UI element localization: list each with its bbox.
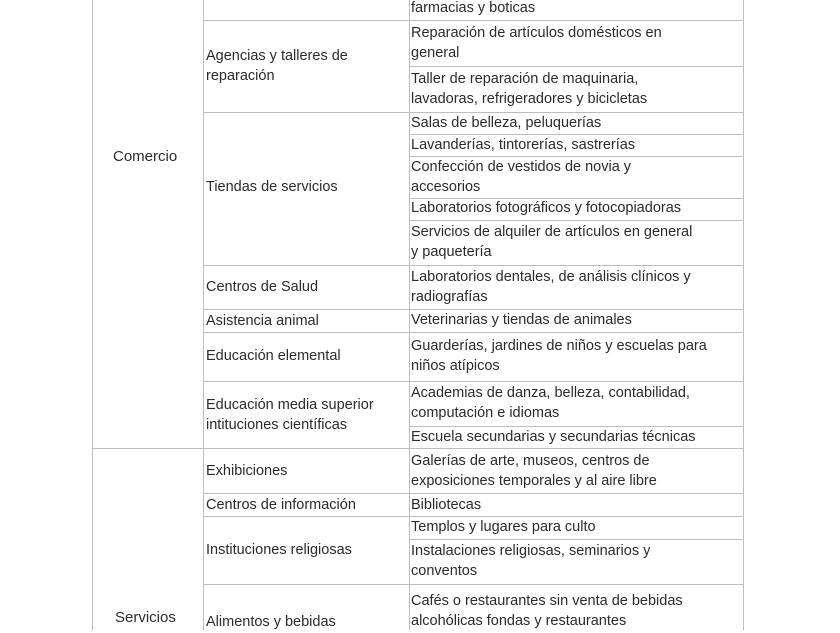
- row-rule: [409, 220, 744, 221]
- category-cell: Servicios: [115, 609, 176, 626]
- group-rule: [203, 448, 410, 449]
- subcategory-cell: Instituciones religiosas: [206, 542, 352, 558]
- row-rule: [409, 448, 744, 449]
- item-cell: Servicios de alquiler de artículos en general y paquetería: [411, 224, 693, 260]
- row-rule: [409, 426, 744, 427]
- group-rule: [203, 584, 410, 585]
- subcategory-cell: Educación elemental: [206, 348, 341, 364]
- subcategory-cell: Tiendas de servicios: [206, 179, 338, 195]
- column-divider-1: [203, 0, 204, 630]
- row-rule: [409, 156, 744, 157]
- row-rule: [409, 20, 744, 21]
- row-rule: [409, 134, 744, 135]
- subcategory-cell: Exhibiciones: [206, 463, 288, 479]
- item-cell: Laboratorios fotográficos y fotocopiadoras: [411, 200, 682, 216]
- row-rule: [409, 265, 744, 266]
- group-rule: [203, 309, 410, 310]
- item-cell: Instalaciones religiosas, seminarios y conventos: [411, 543, 651, 579]
- item-cell: Escuela secundarias y secundarias técnicas: [411, 429, 696, 445]
- item-cell: Lavanderías, tintorerías, sastrerías: [411, 137, 636, 153]
- group-rule: [203, 332, 410, 333]
- item-cell: Veterinarias y tiendas de animales: [411, 312, 632, 328]
- group-rule: [203, 381, 410, 382]
- item-cell: Galerías de arte, museos, centros de exposiciones temporales y al aire libre: [411, 453, 657, 489]
- item-cell: Academias de danza, belleza, contabilidad, computación e idiomas: [411, 385, 690, 421]
- row-rule: [409, 516, 744, 517]
- table-right-border: [743, 0, 744, 630]
- group-rule: [203, 112, 410, 113]
- group-rule: [203, 265, 410, 266]
- row-rule: [409, 112, 744, 113]
- item-cell: Laboratorios dentales, de análisis clínicos y radiografías: [411, 269, 691, 305]
- row-rule: [409, 539, 744, 540]
- subcategory-cell: Agencias y talleres de reparación: [206, 48, 348, 84]
- subcategory-cell: Asistencia animal: [206, 313, 319, 329]
- subcategory-cell: Alimentos y bebidas: [206, 614, 336, 630]
- group-rule: [203, 516, 410, 517]
- item-cell: Bibliotecas: [411, 497, 482, 513]
- row-rule: [409, 309, 744, 310]
- table-left-border: [92, 0, 93, 630]
- row-rule: [409, 332, 744, 333]
- subcategory-cell: Educación media superior intituciones científicas: [206, 397, 374, 433]
- row-rule: [409, 493, 744, 494]
- item-cell: Templos y lugares para culto: [411, 519, 596, 535]
- section-rule: [92, 448, 204, 449]
- subcategory-cell: Centros de Salud: [206, 279, 319, 295]
- item-cell: Reparación de artículos domésticos en general: [411, 25, 662, 61]
- row-rule: [409, 584, 744, 585]
- item-cell: Taller de reparación de maquinaria, lavadoras, refrigeradores y bicicletas: [411, 71, 648, 107]
- item-cell: farmacias y boticas: [411, 0, 536, 16]
- column-divider-2: [409, 0, 410, 630]
- item-cell: Cafés o restaurantes sin venta de bebidas alcohólicas fondas y restaurantes: [411, 593, 683, 629]
- item-cell: Guarderías, jardines de niños y escuelas para niños atípicos: [411, 338, 707, 374]
- row-rule: [409, 381, 744, 382]
- row-rule: [409, 66, 744, 67]
- item-cell: Salas de belleza, peluquerías: [411, 115, 602, 131]
- group-rule: [203, 493, 410, 494]
- category-cell: Comercio: [113, 148, 178, 165]
- subcategory-cell: Centros de información: [206, 497, 356, 513]
- item-cell: Confección de vestidos de novia y accesorios: [411, 159, 632, 195]
- group-rule: [203, 20, 410, 21]
